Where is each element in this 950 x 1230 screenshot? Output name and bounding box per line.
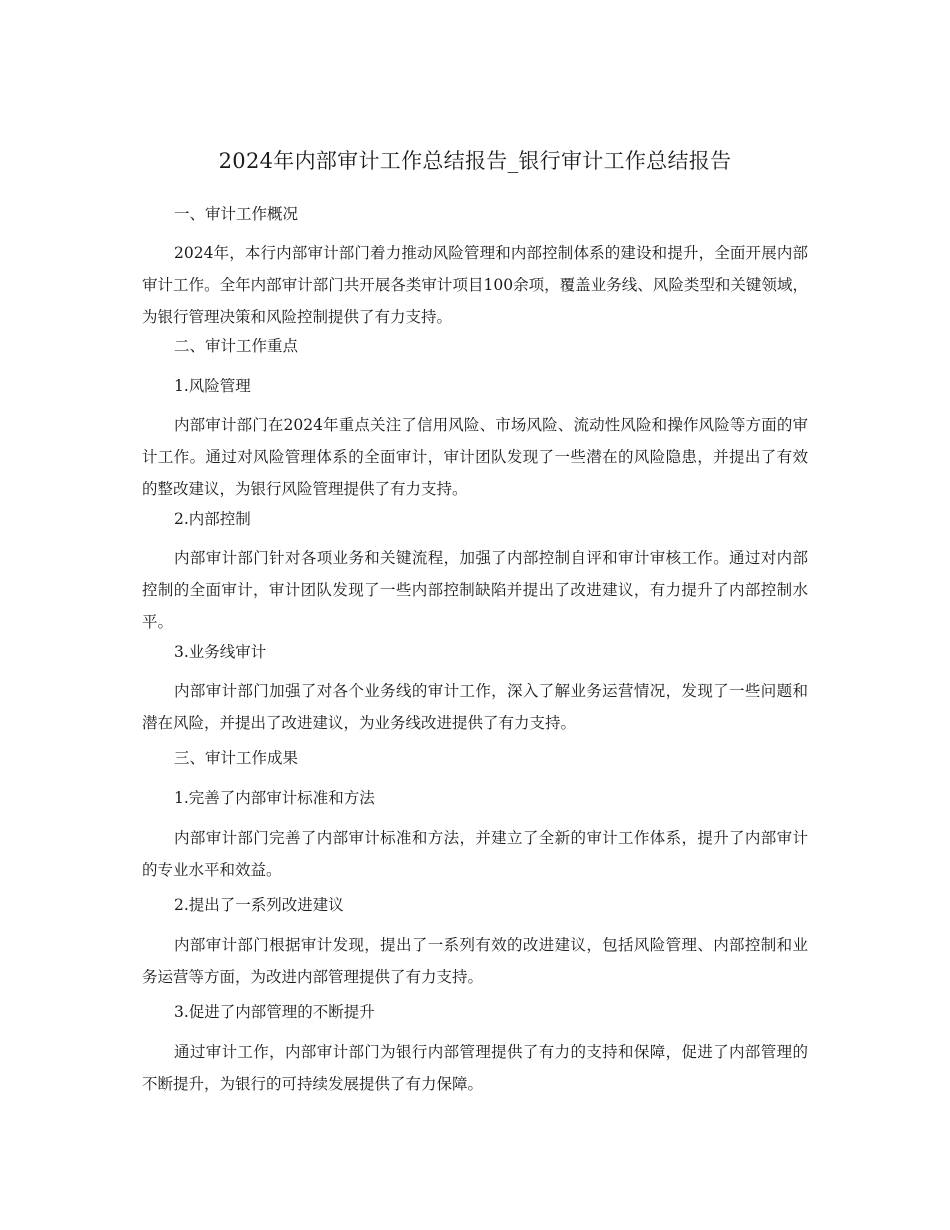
subheading-management-improvement: 3.促进了内部管理的不断提升: [174, 1003, 375, 1021]
paragraph-internal-control: 内部审计部门针对各项业务和关键流程，加强了内部控制自评和审计审核工作。通过对内部控制的全面审计，审计团队发现了一些内部控制缺陷并提出了改进建议，有力提升了内部控制水平。: [142, 549, 808, 631]
paragraph-management-improvement: 通过审计工作，内部审计部门为银行内部管理提供了有力的支持和保障，促进了内部管理的不断提升，为银行的可持续发展提供了有力保障。: [142, 1043, 808, 1093]
paragraph-overview: 2024年，本行内部审计部门着力推动风险管理和内部控制体系的建设和提升，全面开展内部审计工作。全年内部审计部门共开展各类审计项目100余项，覆盖业务线、风险类型和关键领域，为银行管理决策和风险控制提供了有力支持。: [142, 244, 808, 326]
document-title: 2024年内部审计工作总结报告_银行审计工作总结报告: [218, 149, 732, 173]
section-heading-overview: 一、审计工作概况: [174, 205, 299, 223]
paragraph-standards: 内部审计部门完善了内部审计标准和方法，并建立了全新的审计工作体系，提升了内部审计的专业水平和效益。: [142, 829, 808, 879]
paragraph-risk-management: 内部审计部门在2024年重点关注了信用风险、市场风险、流动性风险和操作风险等方面的审计工作。通过对风险管理体系的全面审计，审计团队发现了一些潜在的风险隐患，并提出了有效的整改建议，为银行风险管理提供了有力支持。: [142, 416, 808, 498]
subheading-business-line-audit: 3.业务线审计: [174, 643, 267, 661]
section-heading-results: 三、审计工作成果: [174, 749, 299, 767]
paragraph-suggestions: 内部审计部门根据审计发现，提出了一系列有效的改进建议，包括风险管理、内部控制和业务运营等方面，为改进内部管理提供了有力支持。: [142, 936, 808, 986]
section-heading-focus: 二、审计工作重点: [174, 337, 299, 355]
subheading-suggestions: 2.提出了一系列改进建议: [174, 896, 344, 914]
subheading-internal-control: 2.内部控制: [174, 510, 251, 528]
subheading-standards: 1.完善了内部审计标准和方法: [174, 789, 375, 807]
subheading-risk-management: 1.风险管理: [174, 377, 251, 395]
paragraph-business-line-audit: 内部审计部门加强了对各个业务线的审计工作，深入了解业务运营情况，发现了一些问题和潜在风险，并提出了改进建议，为业务线改进提供了有力支持。: [142, 682, 808, 732]
